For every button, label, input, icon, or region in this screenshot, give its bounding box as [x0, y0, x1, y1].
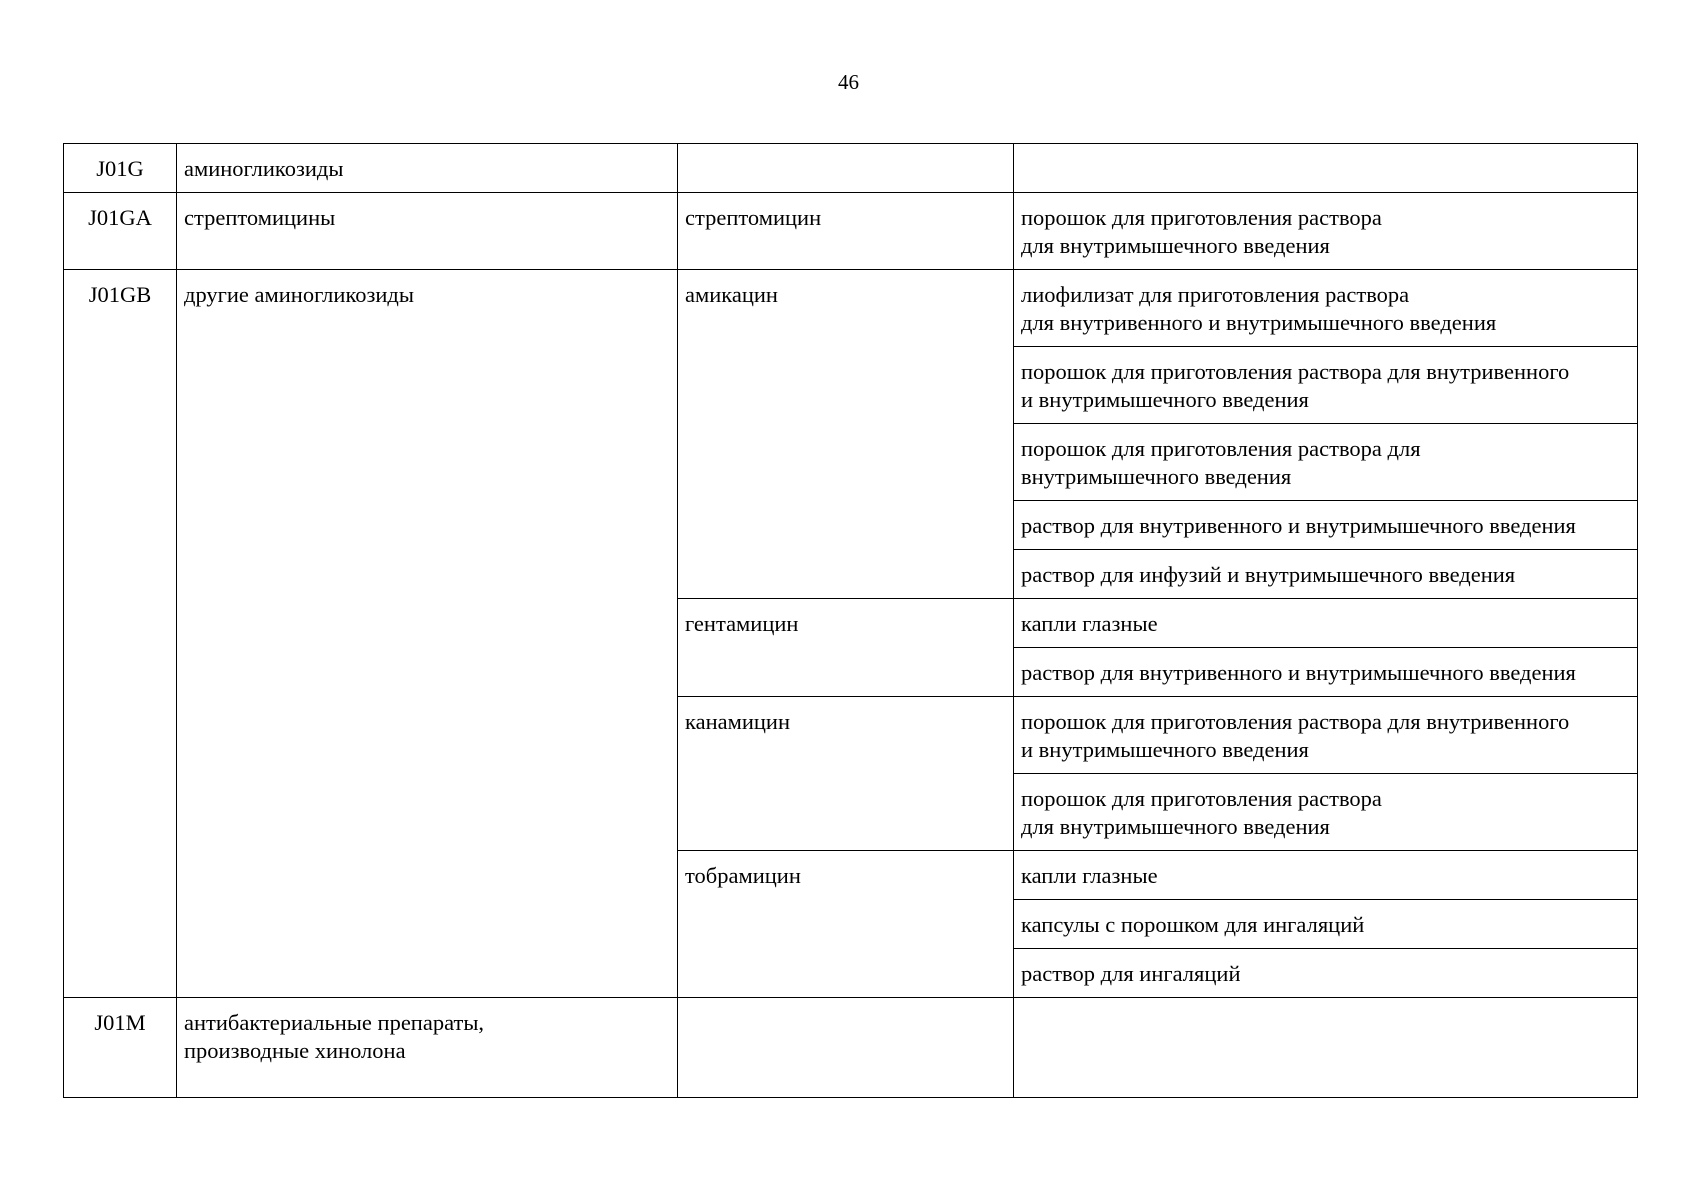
drug-name-cell: стрептомицин	[678, 193, 1014, 270]
drug-name-cell	[678, 998, 1014, 1098]
text-line: производные хинолона	[184, 1038, 406, 1063]
dosage-form-cell	[1014, 998, 1638, 1098]
group-name-cell	[177, 998, 678, 1098]
table-row	[64, 270, 1638, 347]
text-line: капсулы с порошком для ингаляций	[1021, 912, 1365, 937]
atc-code-cell: J01G	[64, 144, 177, 193]
dosage-form-cell	[1014, 501, 1638, 550]
table-body	[64, 144, 1638, 1098]
dosage-form-cell	[1014, 900, 1638, 949]
dosage-form-cell	[1014, 851, 1638, 900]
atc-code-cell: J01GA	[64, 193, 177, 270]
drug-name-cell: канамицин	[678, 697, 1014, 851]
text-line: порошок для приготовления раствора для внутривенного	[1021, 709, 1570, 734]
text-line: капли глазные	[1021, 863, 1158, 888]
dosage-form-cell	[1014, 144, 1638, 193]
text-line: антибактериальные препараты,	[184, 1010, 485, 1035]
table-row	[64, 193, 1638, 270]
dosage-form-cell	[1014, 599, 1638, 648]
text-line: раствор для внутривенного и внутримышечного введения	[1021, 660, 1576, 685]
page-number: 46	[838, 70, 859, 94]
group-name-cell: другие аминогликозиды	[177, 270, 678, 998]
text-line: и внутримышечного введения	[1021, 737, 1309, 762]
text-line: порошок для приготовления раствора	[1021, 786, 1382, 811]
atc-code-cell: J01M	[64, 998, 177, 1098]
text-line: для внутримышечного введения	[1021, 233, 1330, 258]
text-line: лиофилизат для приготовления раствора	[1021, 282, 1410, 307]
text-line: и внутримышечного введения	[1021, 387, 1309, 412]
dosage-form-cell	[1014, 550, 1638, 599]
drug-name-cell: гентамицин	[678, 599, 1014, 697]
drug-name-cell: амикацин	[678, 270, 1014, 599]
text-line: порошок для приготовления раствора для внутривенного	[1021, 359, 1570, 384]
text-line: раствор для инфузий и внутримышечного введения	[1021, 562, 1516, 587]
text-line: порошок для приготовления раствора для	[1021, 436, 1421, 461]
group-name-cell: стрептомицины	[177, 193, 678, 270]
dosage-form-cell	[1014, 193, 1638, 270]
text-line: капли глазные	[1021, 611, 1158, 636]
text-line: раствор для внутривенного и внутримышечного введения	[1021, 513, 1576, 538]
dosage-form-cell	[1014, 949, 1638, 998]
drug-name-cell: тобрамицин	[678, 851, 1014, 998]
text-line: для внутримышечного введения	[1021, 814, 1330, 839]
drug-classification-table	[63, 143, 1638, 1098]
dosage-form-cell	[1014, 347, 1638, 424]
dosage-form-cell	[1014, 424, 1638, 501]
drug-name-cell	[678, 144, 1014, 193]
group-name-cell: аминогликозиды	[177, 144, 678, 193]
text-line: порошок для приготовления раствора	[1021, 205, 1382, 230]
table-row	[64, 998, 1638, 1098]
dosage-form-cell	[1014, 648, 1638, 697]
text-line: раствор для ингаляций	[1021, 961, 1241, 986]
dosage-form-cell	[1014, 270, 1638, 347]
text-line: внутримышечного введения	[1021, 464, 1292, 489]
dosage-form-cell	[1014, 774, 1638, 851]
atc-code-cell: J01GB	[64, 270, 177, 998]
dosage-form-cell	[1014, 697, 1638, 774]
table-row	[64, 144, 1638, 193]
text-line: для внутривенного и внутримышечного введения	[1021, 310, 1497, 335]
